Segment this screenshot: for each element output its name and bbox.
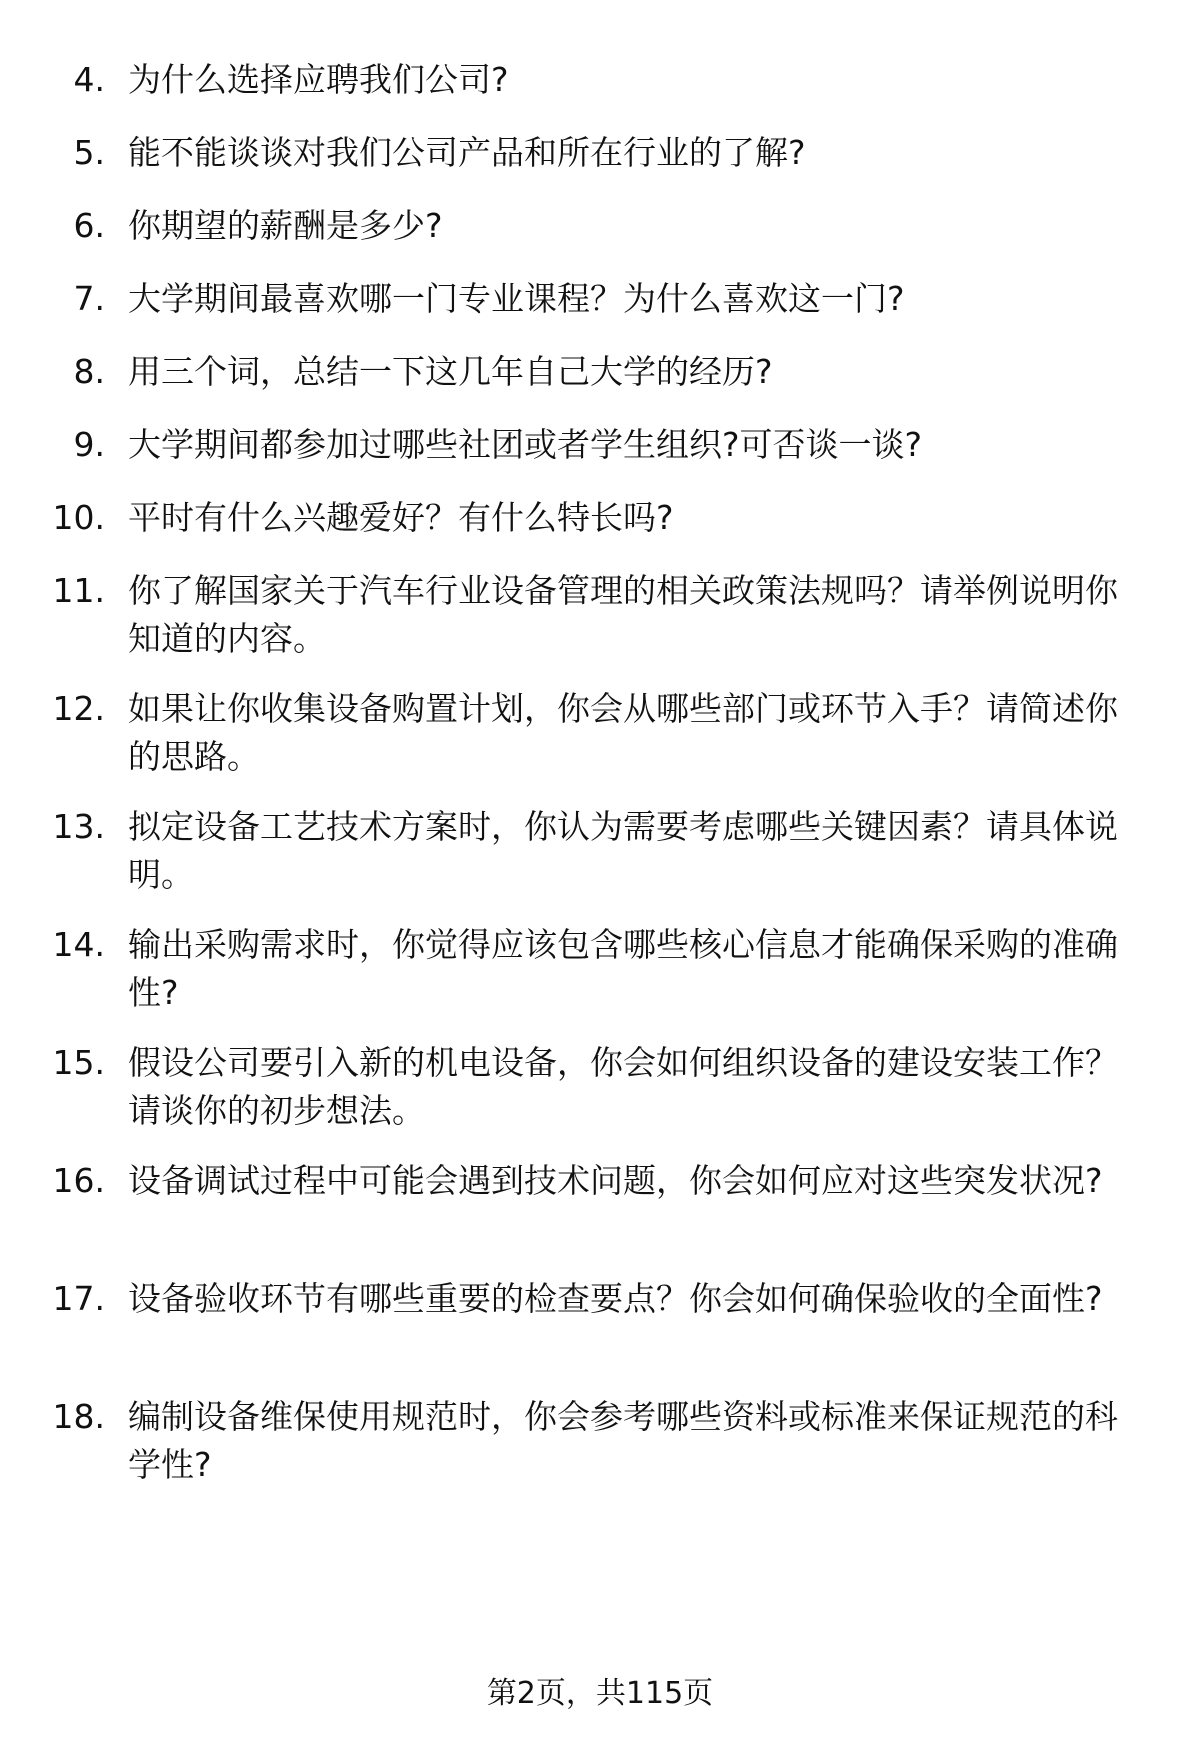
item-text: 设备验收环节有哪些重要的检查要点？你会如何确保验收的全面性? (128, 1279, 1103, 1318)
item-number: 12. (52, 689, 105, 728)
item-text: 如果让你收集设备购置计划，你会从哪些部门或环节入手？请简述你的思路。 (128, 689, 1118, 776)
item-text: 设备调试过程中可能会遇到技术问题，你会如何应对这些突发状况? (128, 1161, 1103, 1200)
item-number: 6. (73, 206, 105, 245)
item-text: 输出采购需求时，你觉得应该包含哪些核心信息才能确保采购的准确性? (128, 925, 1118, 1012)
item-number: 17. (52, 1279, 105, 1318)
item-number: 9. (73, 425, 105, 464)
item-text: 平时有什么兴趣爱好？有什么特长吗? (128, 498, 674, 537)
item-text: 你期望的薪酬是多少? (128, 206, 443, 245)
item-text: 大学期间都参加过哪些社团或者学生组织?可否谈一谈? (128, 425, 923, 464)
item-text: 用三个词，总结一下这几年自己大学的经历? (128, 352, 773, 391)
item-number: 5. (73, 133, 105, 172)
item-text: 为什么选择应聘我们公司? (128, 60, 509, 99)
item-text: 你了解国家关于汽车行业设备管理的相关政策法规吗？请举例说明你知道的内容。 (128, 571, 1118, 658)
item-text: 拟定设备工艺技术方案时，你认为需要考虑哪些关键因素？请具体说明。 (128, 807, 1118, 894)
page-footer: 第2页，共115页 (486, 1676, 714, 1711)
item-number: 8. (73, 352, 105, 391)
item-number: 11. (52, 571, 105, 610)
item-text: 假设公司要引入新的机电设备，你会如何组织设备的建设安装工作？请谈你的初步想法。 (128, 1043, 1118, 1130)
item-number: 13. (52, 807, 105, 846)
item-number: 4. (73, 60, 105, 99)
item-number: 7. (73, 279, 105, 318)
item-text: 能不能谈谈对我们公司产品和所在行业的了解? (128, 133, 806, 172)
item-number: 15. (52, 1043, 105, 1082)
item-number: 16. (52, 1161, 105, 1200)
item-number: 14. (52, 925, 105, 964)
item-text: 大学期间最喜欢哪一门专业课程？为什么喜欢这一门? (128, 279, 905, 318)
item-number: 18. (52, 1397, 105, 1436)
item-text: 编制设备维保使用规范时，你会参考哪些资料或标准来保证规范的科学性? (128, 1397, 1118, 1484)
item-number: 10. (52, 498, 105, 537)
